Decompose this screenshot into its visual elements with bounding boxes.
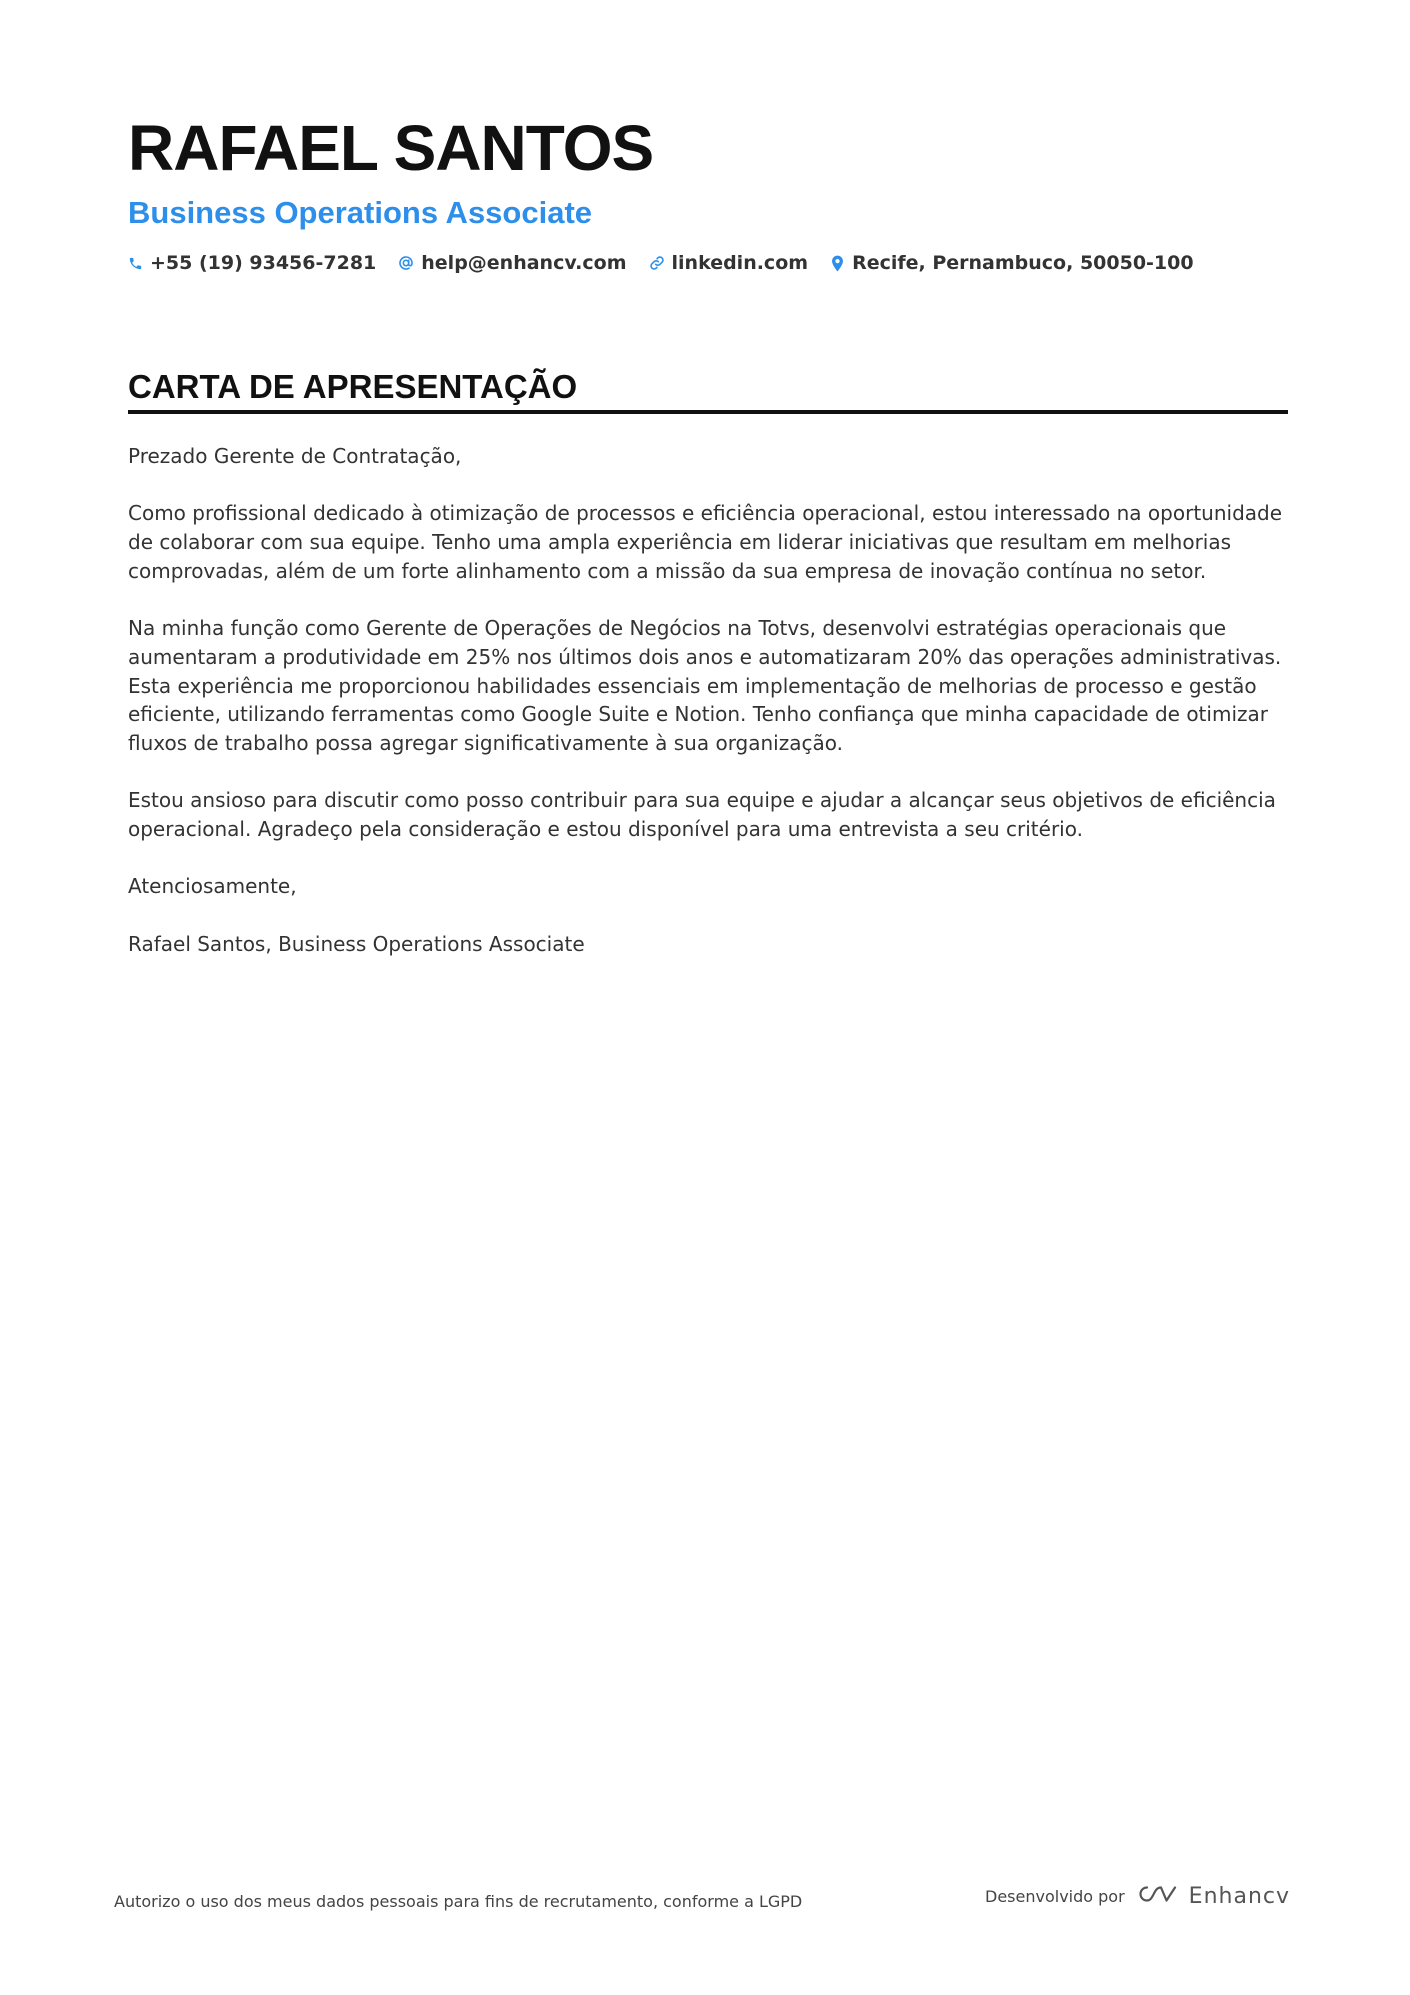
contact-phone-text: +55 (19) 93456-7281 bbox=[150, 252, 377, 274]
letter-paragraph: Na minha função como Gerente de Operações de Negócios na Totvs, desenvolvi estratégias operacionais que aumentaram a produtividade em 25% nos últimos dois anos e automatizaram 20% das operações administrativas. Esta experiência me proporcionou habilidades essenciais em implementação de melhorias de processo e gestão eficiente, utilizando ferramentas como Google Suite e Notion. Tenho confiança que minha capacidade de otimizar fluxos de trabalho possa agregar significativamente à sua organização. bbox=[128, 616, 1282, 755]
enhancv-logo-icon bbox=[1135, 1883, 1179, 1909]
consent-note: Autorizo o uso dos meus dados pessoais para fins de recrutamento, conforme a LGPD bbox=[114, 1892, 803, 1911]
contact-email-text: help@enhancv.com bbox=[421, 252, 627, 274]
letter-closing: Atenciosamente, bbox=[128, 874, 297, 899]
contact-email[interactable] bbox=[398, 252, 626, 274]
phone-icon bbox=[128, 256, 143, 271]
brand-name: Enhancv bbox=[1188, 1883, 1290, 1909]
location-pin-icon bbox=[830, 255, 845, 272]
contact-phone[interactable] bbox=[128, 252, 376, 274]
cover-letter-section bbox=[128, 366, 1288, 987]
contact-link[interactable] bbox=[649, 252, 809, 274]
contact-location-text: Recife, Pernambuco, 50050-100 bbox=[852, 252, 1194, 274]
section-title: CARTA DE APRESENTAÇÃO bbox=[128, 366, 1288, 414]
at-icon bbox=[398, 255, 414, 271]
letter-greeting: Prezado Gerente de Contratação, bbox=[128, 444, 462, 468]
contact-link-text: linkedin.com bbox=[671, 252, 809, 274]
link-icon bbox=[649, 255, 665, 271]
letter-paragraph: Estou ansioso para discutir como posso contribuir para sua equipe e ajudar a alcançar seus objetivos de eficiência operacional. Agradeço pela consideração e estou disponível para uma entrevista a seu critério. bbox=[128, 788, 1276, 842]
powered-by[interactable] bbox=[985, 1883, 1290, 1909]
brand[interactable] bbox=[1135, 1883, 1290, 1909]
letter-paragraph: Como profissional dedicado à otimização de processos e eficiência operacional, estou interessado na oportunidade de colaborar com sua equipe. Tenho uma ampla experiência em liderar iniciativas que resultam em melhorias comprovadas, além de um forte alinhamento com a missão da sua empresa de inovação contínua no setor. bbox=[128, 501, 1283, 583]
header bbox=[128, 112, 1288, 274]
letter-signature: Rafael Santos, Business Operations Associate bbox=[128, 931, 585, 956]
contact-location bbox=[830, 252, 1194, 274]
contact-bar bbox=[128, 252, 1288, 274]
candidate-role: Business Operations Associate bbox=[128, 195, 593, 230]
powered-by-label: Desenvolvido por bbox=[985, 1886, 1125, 1906]
letter-body bbox=[128, 442, 1288, 959]
candidate-name: RAFAEL SANTOS bbox=[128, 112, 654, 184]
